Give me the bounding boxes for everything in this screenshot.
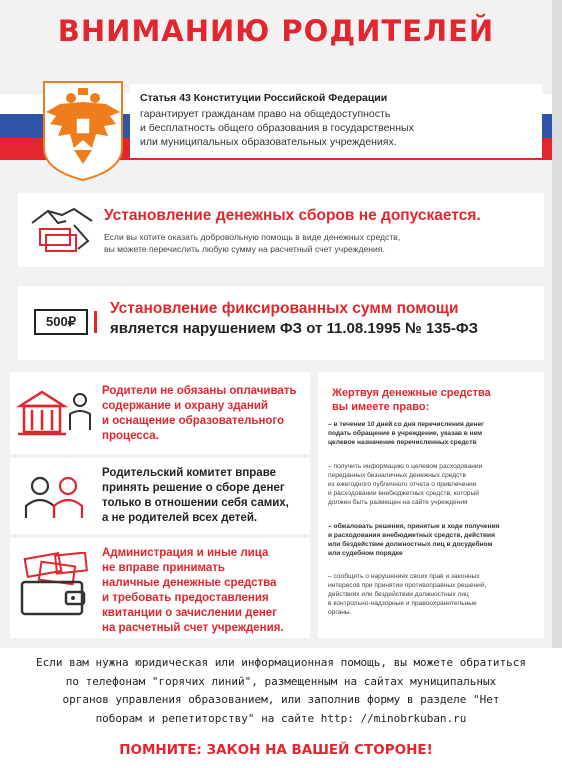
rights-item: – получить информацию о целевом расходовании переданных безналичных денежных средств из ежегодного публичного отчета о привлечении и расходовании внебюджетных средств, который должен быть размещен на сайте учреждения bbox=[328, 463, 483, 506]
constitution-text: гарантирует гражданам право на общедоступность и бесплатность общего образования в государственных или муниципальных образовательных учреждениях. bbox=[140, 108, 414, 148]
fees-heading: Установление денежных сборов не допускается. bbox=[104, 207, 481, 224]
money-handshake-icon bbox=[28, 201, 96, 259]
rights-item: – в течение 10 дней со дня перечисления денег подать обращение в учреждение, указав в нем целевое назначение перечисленных средств bbox=[328, 421, 484, 446]
poster-title: ВНИМАНИЮ РОДИТЕЛЕЙ bbox=[57, 14, 495, 48]
parents-group-icon bbox=[18, 472, 94, 522]
footer-text: Если вам нужна юридическая или информационная помощь, вы можете обратиться по телефонам "горячих линий", размещенным на сайтах муниципальных органов управления образованием, или заполнив форму в разделе "Нет поборам и репетиторству" на сайте http: //minobrkuban.ru bbox=[35, 656, 527, 725]
fixed-law: является нарушением ФЗ от 11.08.1995 № 135-ФЗ bbox=[110, 320, 479, 337]
rights-item: – обжаловать решения, принятые в ходе получения и расходования внебюджетных средств, действия или бездействие должностных лиц в досудебном или судебном порядке bbox=[328, 523, 500, 557]
admin-card bbox=[10, 538, 310, 638]
buildings-card bbox=[10, 372, 310, 454]
buildings-text: Родители не обязаны оплачивать содержание и охрану зданий и оснащение образовательного процесса. bbox=[102, 385, 297, 442]
rights-item: – сообщить о нарушениях своих прав и законных интересов при принятии противоправных решений, действиях или бездействии должностных лиц в контрольно-надзорные и правоохранительные органы. bbox=[328, 573, 487, 616]
fixed-sum-card bbox=[18, 286, 544, 360]
coat-of-arms-icon bbox=[40, 78, 126, 182]
rights-card bbox=[318, 372, 544, 638]
footer-slogan: ПОМНИТЕ: ЗАКОН НА ВАШЕЙ СТОРОНЕ! bbox=[119, 742, 433, 758]
fixed-heading: Установление фиксированных сумм помощи bbox=[110, 300, 459, 317]
fees-text: Если вы хотите оказать добровольную помощь в виде денежных средств, вы можете перечислить любую сумму на расчетный счет учреждения. bbox=[104, 232, 401, 254]
divider bbox=[94, 311, 97, 333]
admin-text: Администрация и иные лица не вправе принимать наличные денежные средства и требовать предоставления квитанции о зачислении денег на расчетный счет учреждения. bbox=[102, 547, 284, 634]
committee-card bbox=[10, 458, 310, 534]
school-building-icon bbox=[16, 386, 96, 440]
constitution-box bbox=[130, 84, 542, 158]
committee-text: Родительский комитет вправе принять решение о сборе денег только в отношении себя самих, а не родителей всех детей. bbox=[102, 467, 289, 524]
fees-card bbox=[18, 193, 544, 267]
rights-title: Жертвуя денежные средства вы имеете право: bbox=[332, 387, 491, 413]
footer bbox=[0, 648, 562, 768]
constitution-heading: Статья 43 Конституции Российской Федерации bbox=[140, 92, 388, 104]
banknote-500-icon: 500₽ bbox=[34, 309, 88, 335]
wallet-money-icon bbox=[16, 552, 96, 618]
